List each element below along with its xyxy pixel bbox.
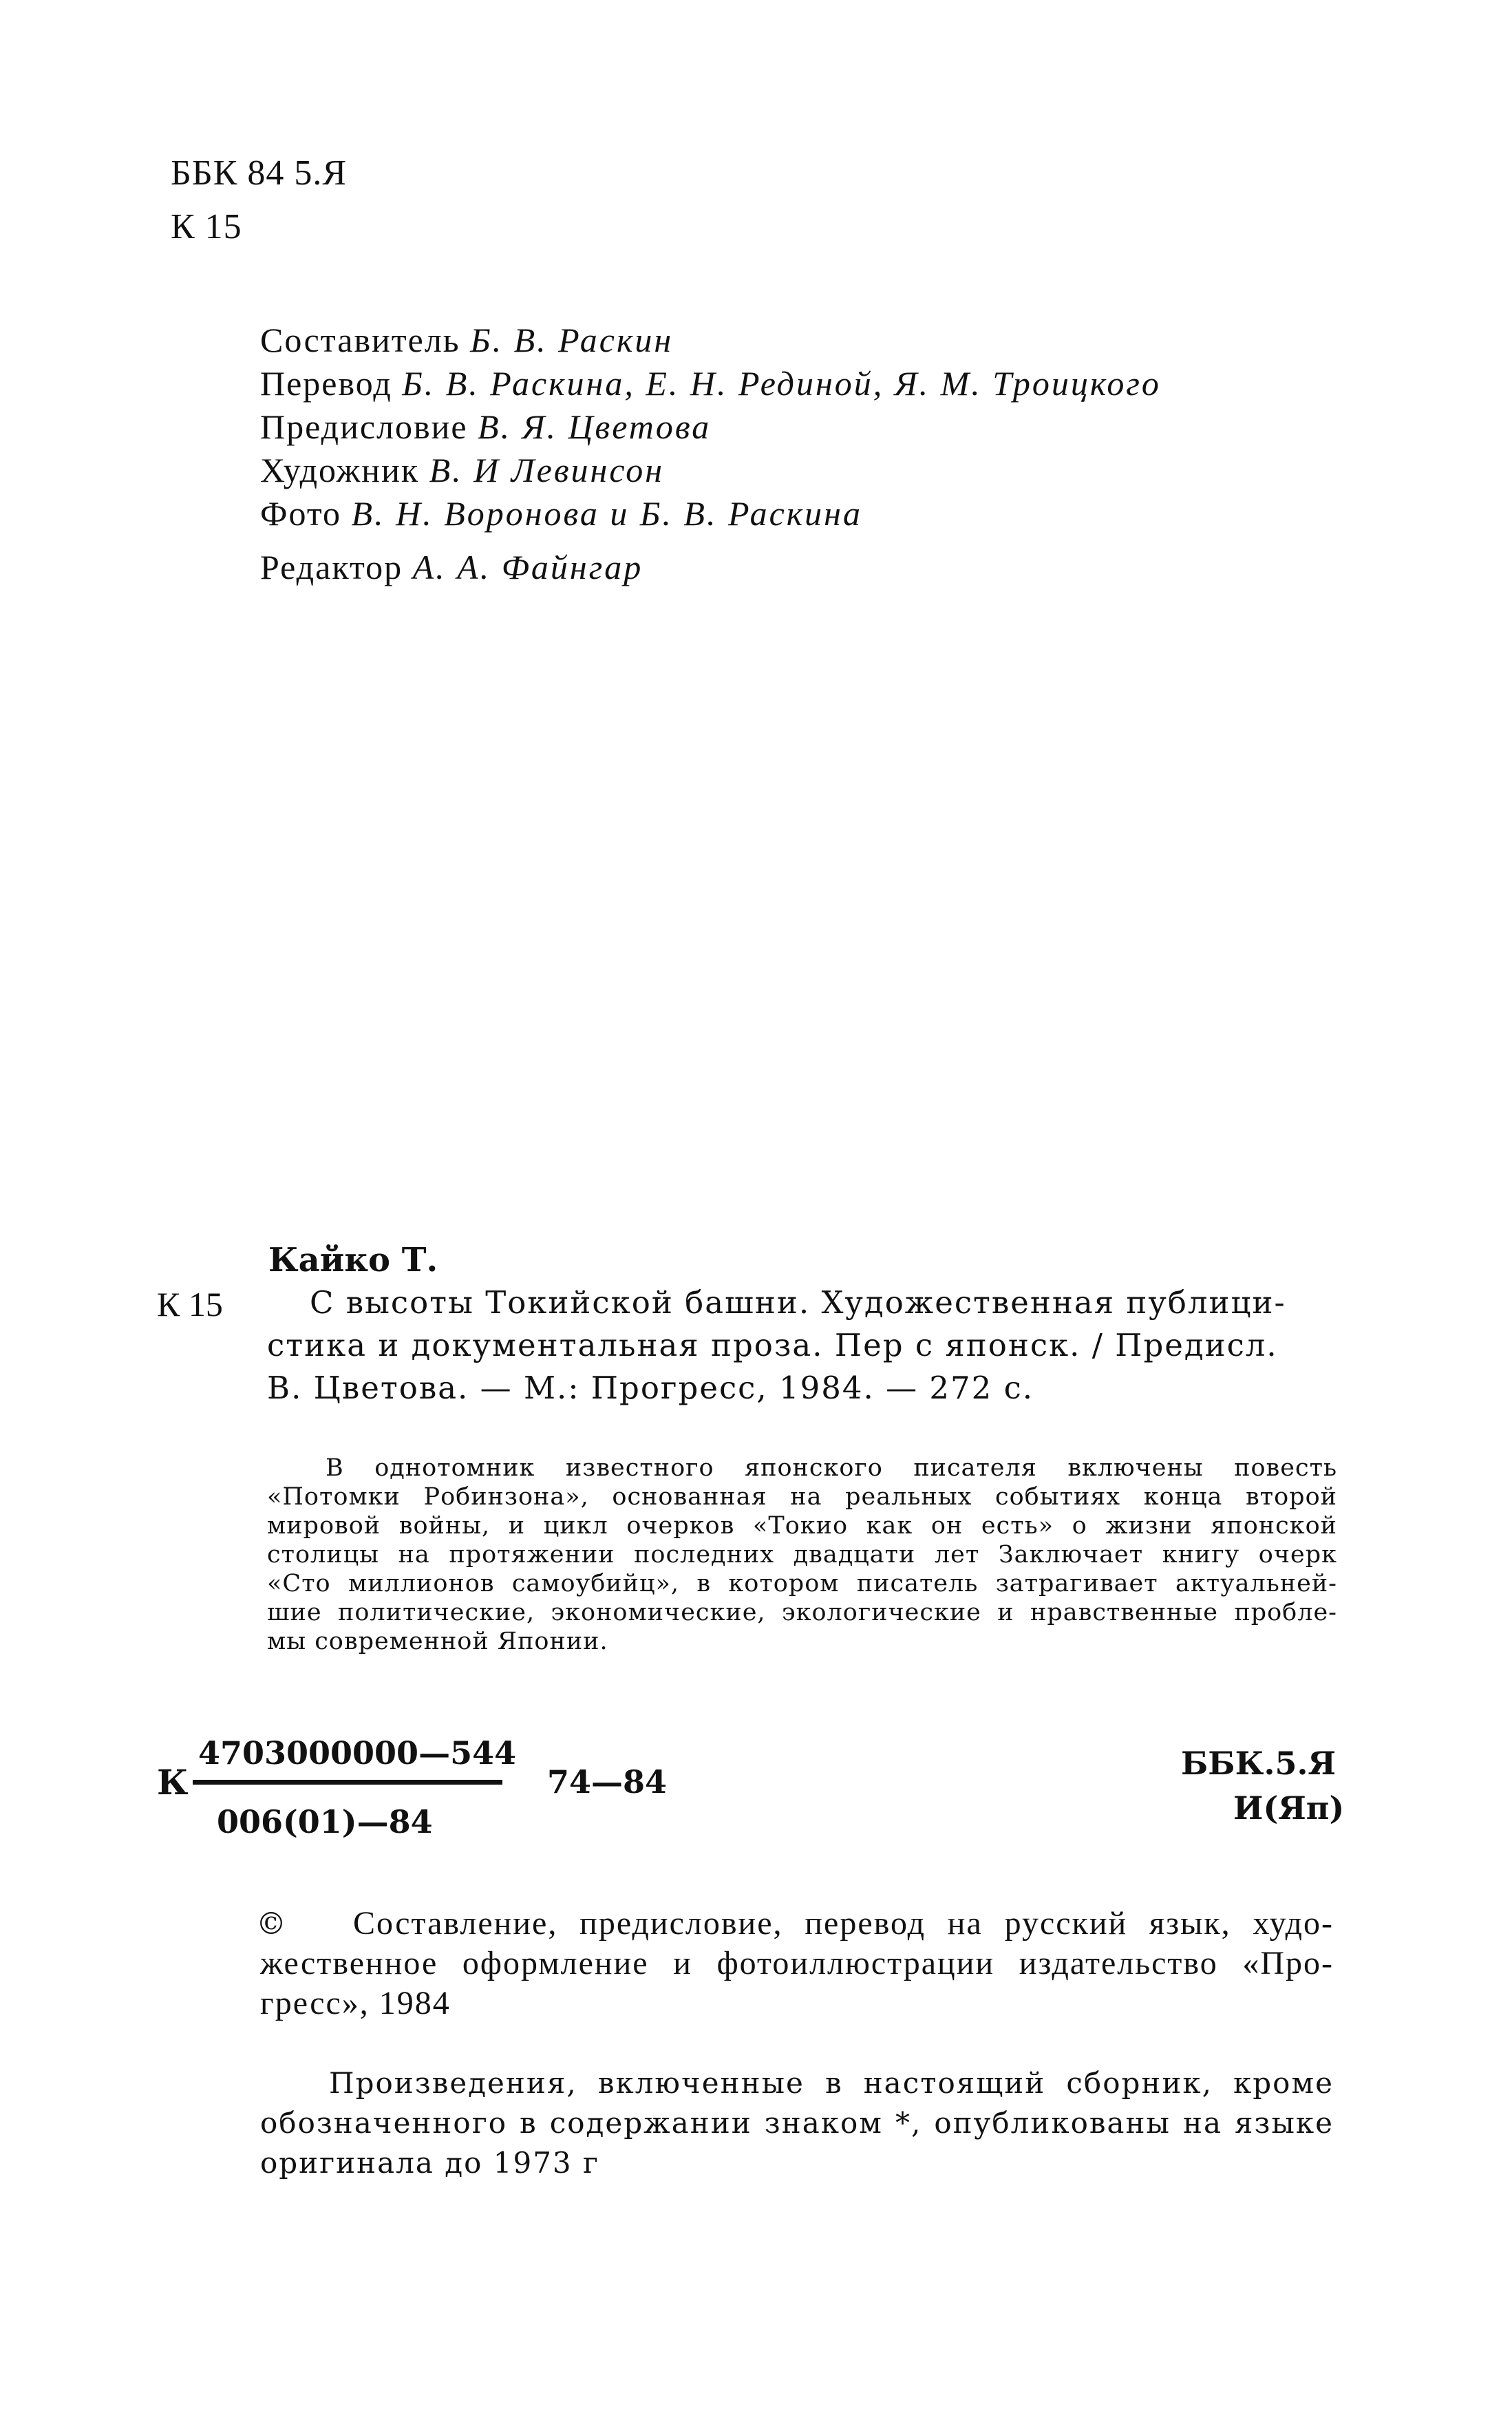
annotation-line: «Сто миллионов самоубийц», в котором писатель затрагивает актуальней-	[267, 1570, 1337, 1597]
index-numerator: 4703000000—544	[198, 1734, 517, 1772]
credit-compiler	[260, 320, 673, 360]
credit-role: Редактор	[260, 548, 403, 586]
copyright-icon: ©	[256, 1906, 286, 1942]
copyright-line: Составление, предисловие, перевод на русский язык, худо-	[353, 1905, 1334, 1942]
bib-author: Кайко Т.	[268, 1241, 438, 1279]
annotation	[267, 1454, 1337, 1656]
bib-line-1: С высоты Токийской башни. Художественная публици-	[310, 1284, 1286, 1321]
author-mark: К 15	[171, 207, 242, 246]
copyright-line: гресс», 1984	[260, 1985, 451, 2021]
credit-role: Фото	[260, 494, 342, 533]
bbk-classification: ББК 84 5.Я	[171, 153, 348, 193]
index-denominator: 006(01)—84	[217, 1803, 433, 1840]
credit-person: В. Я. Цветова	[478, 407, 712, 446]
bib-line-3: В. Цветова. — М.: Прогресс, 1984. — 272 с.	[267, 1370, 1034, 1406]
credit-role: Художник	[260, 451, 420, 489]
bib-line-2: стика и документальная проза. Пер с японск. / Предисл.	[267, 1327, 1278, 1363]
copyright-text	[260, 1904, 1334, 2023]
credit-photo	[260, 493, 862, 533]
credit-editor	[260, 547, 643, 587]
annotation-line: столицы на протяжении последних двадцати лет Заключает книгу очерк	[267, 1541, 1337, 1569]
credit-artist	[260, 450, 664, 490]
credit-translation	[260, 363, 1161, 403]
copyright-line: жественное оформление и фотоиллюстрации издательство «Про-	[260, 1945, 1334, 1981]
note-line: Произведения, включенные в настоящий сборник, кроме	[329, 2066, 1334, 2100]
annotation-line: мировой войны, и цикл очерков «Токио как он есть» о жизни японской	[267, 1512, 1337, 1540]
fraction-rule	[193, 1780, 502, 1785]
note-line: обозначенного в содержании знаком *, опубликованы на языке	[260, 2106, 1334, 2140]
credit-person: В. И Левинсон	[429, 451, 665, 489]
credit-role: Предисловие	[260, 407, 468, 446]
credit-person: Б. В. Раскина, Е. Н. Рединой, Я. М. Троицкого	[402, 364, 1161, 403]
index-letter: К	[157, 1762, 189, 1803]
annotation-line: В однотомник известного японского писателя включены повесть	[326, 1454, 1337, 1482]
credit-person: В. Н. Воронова и Б. В. Раскина	[351, 494, 862, 533]
index-language: И(Яп)	[1233, 1789, 1345, 1827]
credit-role: Составитель	[260, 321, 460, 359]
credit-person: А. А. Файнгар	[412, 548, 643, 586]
index-middle: 74—84	[547, 1763, 668, 1800]
annotation-line: шие политические, экономические, экологические и нравственные пробле-	[267, 1599, 1337, 1626]
note-line: оригинала до 1973 г	[260, 2146, 600, 2180]
index-bbk: ББК.5.Я	[1181, 1745, 1337, 1782]
annotation-line: «Потомки Робинзона», основанная на реальных событиях конца второй	[267, 1483, 1337, 1511]
annotation-line: мы современной Японии.	[267, 1628, 608, 1655]
bib-code: К 15	[157, 1285, 223, 1324]
credit-role: Перевод	[260, 364, 392, 403]
credit-foreword	[260, 407, 711, 447]
credit-person: Б. В. Раскин	[470, 321, 674, 359]
publication-note	[260, 2063, 1334, 2183]
